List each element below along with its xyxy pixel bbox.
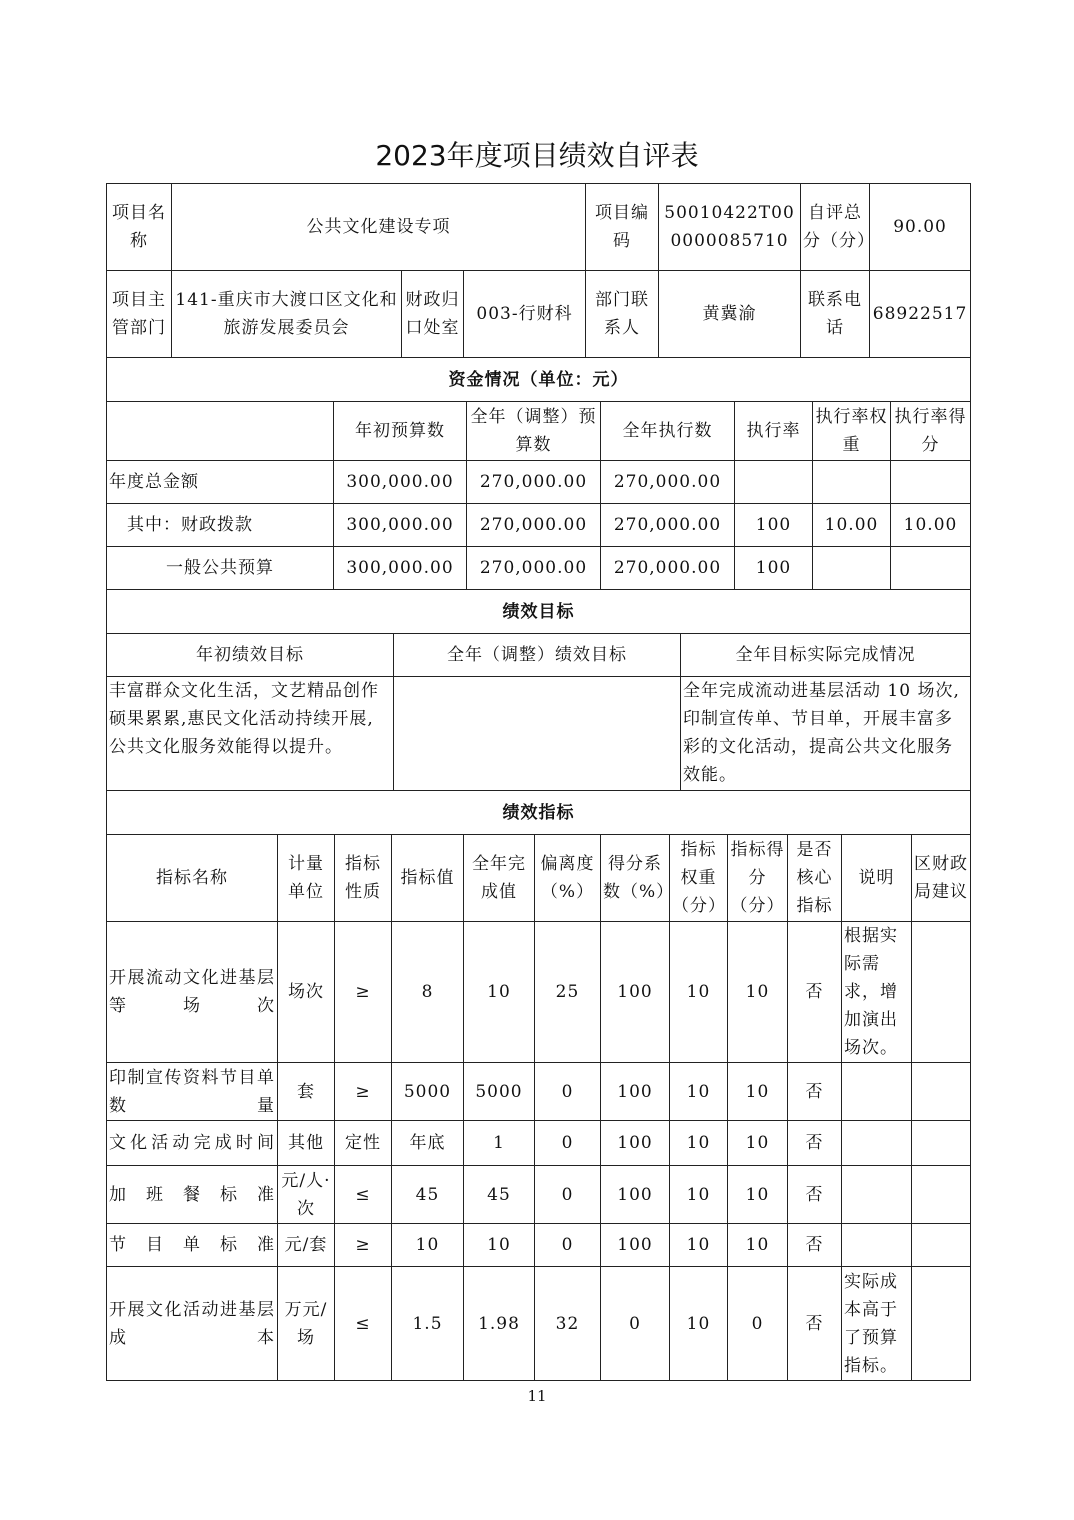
section-heading [107, 590, 971, 634]
indicator-value: ≤ [335, 1267, 392, 1381]
label-contact: 部门联系人 [586, 271, 659, 358]
section-heading [107, 358, 971, 402]
goals-heading: 绩效目标 [107, 590, 971, 634]
indicator-value: 场次 [278, 922, 335, 1063]
indicator-value: 100 [601, 1063, 670, 1121]
label-department: 项目主管部门 [107, 271, 172, 358]
section-heading [107, 791, 971, 835]
column-header: 全年完成值 [464, 835, 535, 922]
goals-row [107, 677, 971, 791]
column-header: 全年（调整）绩效目标 [394, 634, 681, 677]
funding-row [107, 547, 971, 590]
indicator-value [912, 1063, 971, 1121]
funding-value: 100 [735, 547, 813, 590]
indicator-value: 45 [464, 1166, 535, 1224]
funding-value: 300,000.00 [334, 461, 467, 504]
column-header: 全年目标实际完成情况 [681, 634, 971, 677]
indicator-value: 100 [601, 1166, 670, 1224]
indicator-value: 10 [670, 1121, 728, 1166]
indicator-name: 加班餐标准 [107, 1166, 278, 1224]
indicator-value: 否 [788, 1063, 842, 1121]
indicator-value: 1.5 [392, 1267, 464, 1381]
indicator-name: 开展流动文化进基层等场次 [107, 922, 278, 1063]
indicator-value: 100 [601, 922, 670, 1063]
indicator-value: 实际成本高于了预算指标。 [842, 1267, 912, 1381]
indicator-row [107, 922, 971, 1063]
project-dept-row [107, 271, 971, 358]
indicator-value: 0 [535, 1224, 601, 1267]
goal-text [394, 677, 681, 791]
indicator-row [107, 1224, 971, 1267]
indicator-value: 0 [535, 1121, 601, 1166]
indicator-value: 45 [392, 1166, 464, 1224]
project-info-table [106, 183, 971, 358]
indicator-value [912, 1224, 971, 1267]
indicator-value: 10 [728, 1063, 788, 1121]
indicator-value: 元/人·次 [278, 1166, 335, 1224]
indicators-heading [106, 790, 971, 835]
indicator-value: ≥ [335, 1224, 392, 1267]
funding-header-row [107, 402, 971, 461]
indicator-value: 10 [728, 922, 788, 1063]
column-header [107, 402, 334, 461]
indicators-table [106, 834, 971, 1381]
page-title: 2023年度项目绩效自评表 [375, 139, 699, 172]
indicators-header-row [107, 835, 971, 922]
indicator-value: 1 [464, 1121, 535, 1166]
indicator-value: 10 [670, 1267, 728, 1381]
funding-value: 270,000.00 [601, 461, 735, 504]
indicator-value [912, 1267, 971, 1381]
indicator-value: 10 [464, 922, 535, 1063]
row-label: 一般公共预算 [107, 547, 334, 590]
indicator-value: 10 [728, 1224, 788, 1267]
indicator-value: 5000 [464, 1063, 535, 1121]
indicator-value [842, 1063, 912, 1121]
page-number: 11 [527, 1387, 547, 1405]
indicator-value: 定性 [335, 1121, 392, 1166]
indicator-value: 10 [728, 1166, 788, 1224]
indicator-value: 否 [788, 1224, 842, 1267]
column-header: 全年执行数 [601, 402, 735, 461]
indicator-value: 10 [670, 922, 728, 1063]
indicator-value: 10 [728, 1121, 788, 1166]
funding-value: 270,000.00 [467, 461, 601, 504]
phone: 68922517 [870, 271, 971, 358]
column-header: 偏离度（%） [535, 835, 601, 922]
indicator-value: 其他 [278, 1121, 335, 1166]
indicator-value: 10 [670, 1166, 728, 1224]
indicator-value: 万元/场 [278, 1267, 335, 1381]
funding-table [106, 401, 971, 590]
indicator-value: 100 [601, 1121, 670, 1166]
label-self-score: 自评总分（分） [801, 184, 870, 271]
indicator-value: 0 [601, 1267, 670, 1381]
evaluation-form [106, 184, 970, 1381]
indicator-value: 10 [670, 1063, 728, 1121]
funding-value [891, 547, 971, 590]
project-code: 50010422T000000085710 [659, 184, 801, 271]
row-label: 年度总金额 [107, 461, 334, 504]
funding-value: 270,000.00 [467, 547, 601, 590]
indicator-value: 年底 [392, 1121, 464, 1166]
indicator-name: 开展文化活动进基层成本 [107, 1267, 278, 1381]
self-score: 90.00 [870, 184, 971, 271]
funding-heading [106, 357, 971, 402]
column-header: 年初绩效目标 [107, 634, 394, 677]
indicator-name: 印制宣传资料节目单数量 [107, 1063, 278, 1121]
funding-value: 300,000.00 [334, 504, 467, 547]
column-header: 是否核心指标 [788, 835, 842, 922]
goal-text: 全年完成流动进基层活动 10 场次,印制宣传单、节目单，开展丰富多彩的文化活动，提高公共文化服务效能。 [681, 677, 971, 791]
indicator-value: 10 [670, 1224, 728, 1267]
indicator-value: 0 [535, 1063, 601, 1121]
label-finance-office: 财政归口处室 [402, 271, 464, 358]
funding-value [813, 547, 891, 590]
funding-value: 270,000.00 [601, 504, 735, 547]
funding-heading: 资金情况（单位：元） [107, 358, 971, 402]
funding-value: 270,000.00 [601, 547, 735, 590]
indicator-value: 套 [278, 1063, 335, 1121]
indicator-value [842, 1121, 912, 1166]
label-phone: 联系电话 [801, 271, 870, 358]
project-name-row [107, 184, 971, 271]
goals-heading [106, 589, 971, 634]
indicator-value: 10 [392, 1224, 464, 1267]
column-header: 说明 [842, 835, 912, 922]
column-header: 得分系数（%） [601, 835, 670, 922]
goal-text: 丰富群众文化生活，文艺精品创作硕果累累,惠民文化活动持续开展,公共文化服务效能得以提升。 [107, 677, 394, 791]
column-header: 年初预算数 [334, 402, 467, 461]
funding-value: 10.00 [891, 504, 971, 547]
column-header: 指标得分（分） [728, 835, 788, 922]
indicator-value: 否 [788, 922, 842, 1063]
indicator-value: 根据实际需求，增加演出场次。 [842, 922, 912, 1063]
indicator-row [107, 1063, 971, 1121]
department: 141-重庆市大渡口区文化和旅游发展委员会 [172, 271, 402, 358]
indicator-value: 否 [788, 1121, 842, 1166]
funding-row [107, 504, 971, 547]
indicator-value: 25 [535, 922, 601, 1063]
indicator-value: ≥ [335, 922, 392, 1063]
column-header: 计量单位 [278, 835, 335, 922]
funding-row [107, 461, 971, 504]
label-project-code: 项目编码 [586, 184, 659, 271]
indicator-value: 否 [788, 1166, 842, 1224]
goals-header-row [107, 634, 971, 677]
indicator-value: 0 [728, 1267, 788, 1381]
column-header: 指标名称 [107, 835, 278, 922]
indicator-value: 32 [535, 1267, 601, 1381]
funding-value: 100 [735, 504, 813, 547]
indicator-value: 5000 [392, 1063, 464, 1121]
funding-value: 10.00 [813, 504, 891, 547]
column-header: 执行率得分 [891, 402, 971, 461]
goals-table [106, 633, 971, 791]
indicator-value [912, 922, 971, 1063]
indicator-value: 10 [464, 1224, 535, 1267]
column-header: 指标值 [392, 835, 464, 922]
indicator-value [842, 1224, 912, 1267]
column-header: 指标性质 [335, 835, 392, 922]
indicator-row [107, 1121, 971, 1166]
contact-person: 黄冀渝 [659, 271, 801, 358]
funding-value: 270,000.00 [467, 504, 601, 547]
indicator-value: 8 [392, 922, 464, 1063]
indicator-value [912, 1166, 971, 1224]
indicator-name: 节目单标准 [107, 1224, 278, 1267]
indicator-value: 100 [601, 1224, 670, 1267]
column-header: 执行率权重 [813, 402, 891, 461]
indicator-value: ≤ [335, 1166, 392, 1224]
indicator-row [107, 1267, 971, 1381]
indicators-heading: 绩效指标 [107, 791, 971, 835]
indicator-value [842, 1166, 912, 1224]
indicator-value: ≥ [335, 1063, 392, 1121]
finance-office: 003-行财科 [464, 271, 586, 358]
indicator-value: 元/套 [278, 1224, 335, 1267]
funding-value [813, 461, 891, 504]
column-header: 指标权重（分） [670, 835, 728, 922]
row-label: 其中：财政拨款 [107, 504, 334, 547]
indicator-row [107, 1166, 971, 1224]
funding-value: 300,000.00 [334, 547, 467, 590]
indicator-value: 0 [535, 1166, 601, 1224]
indicator-value: 1.98 [464, 1267, 535, 1381]
column-header: 执行率 [735, 402, 813, 461]
funding-value [891, 461, 971, 504]
column-header: 区财政局建议 [912, 835, 971, 922]
funding-value [735, 461, 813, 504]
indicator-name: 文化活动完成时间 [107, 1121, 278, 1166]
label-project-name: 项目名称 [107, 184, 172, 271]
project-name: 公共文化建设专项 [172, 184, 586, 271]
indicator-value: 否 [788, 1267, 842, 1381]
indicator-value [912, 1121, 971, 1166]
column-header: 全年（调整）预算数 [467, 402, 601, 461]
